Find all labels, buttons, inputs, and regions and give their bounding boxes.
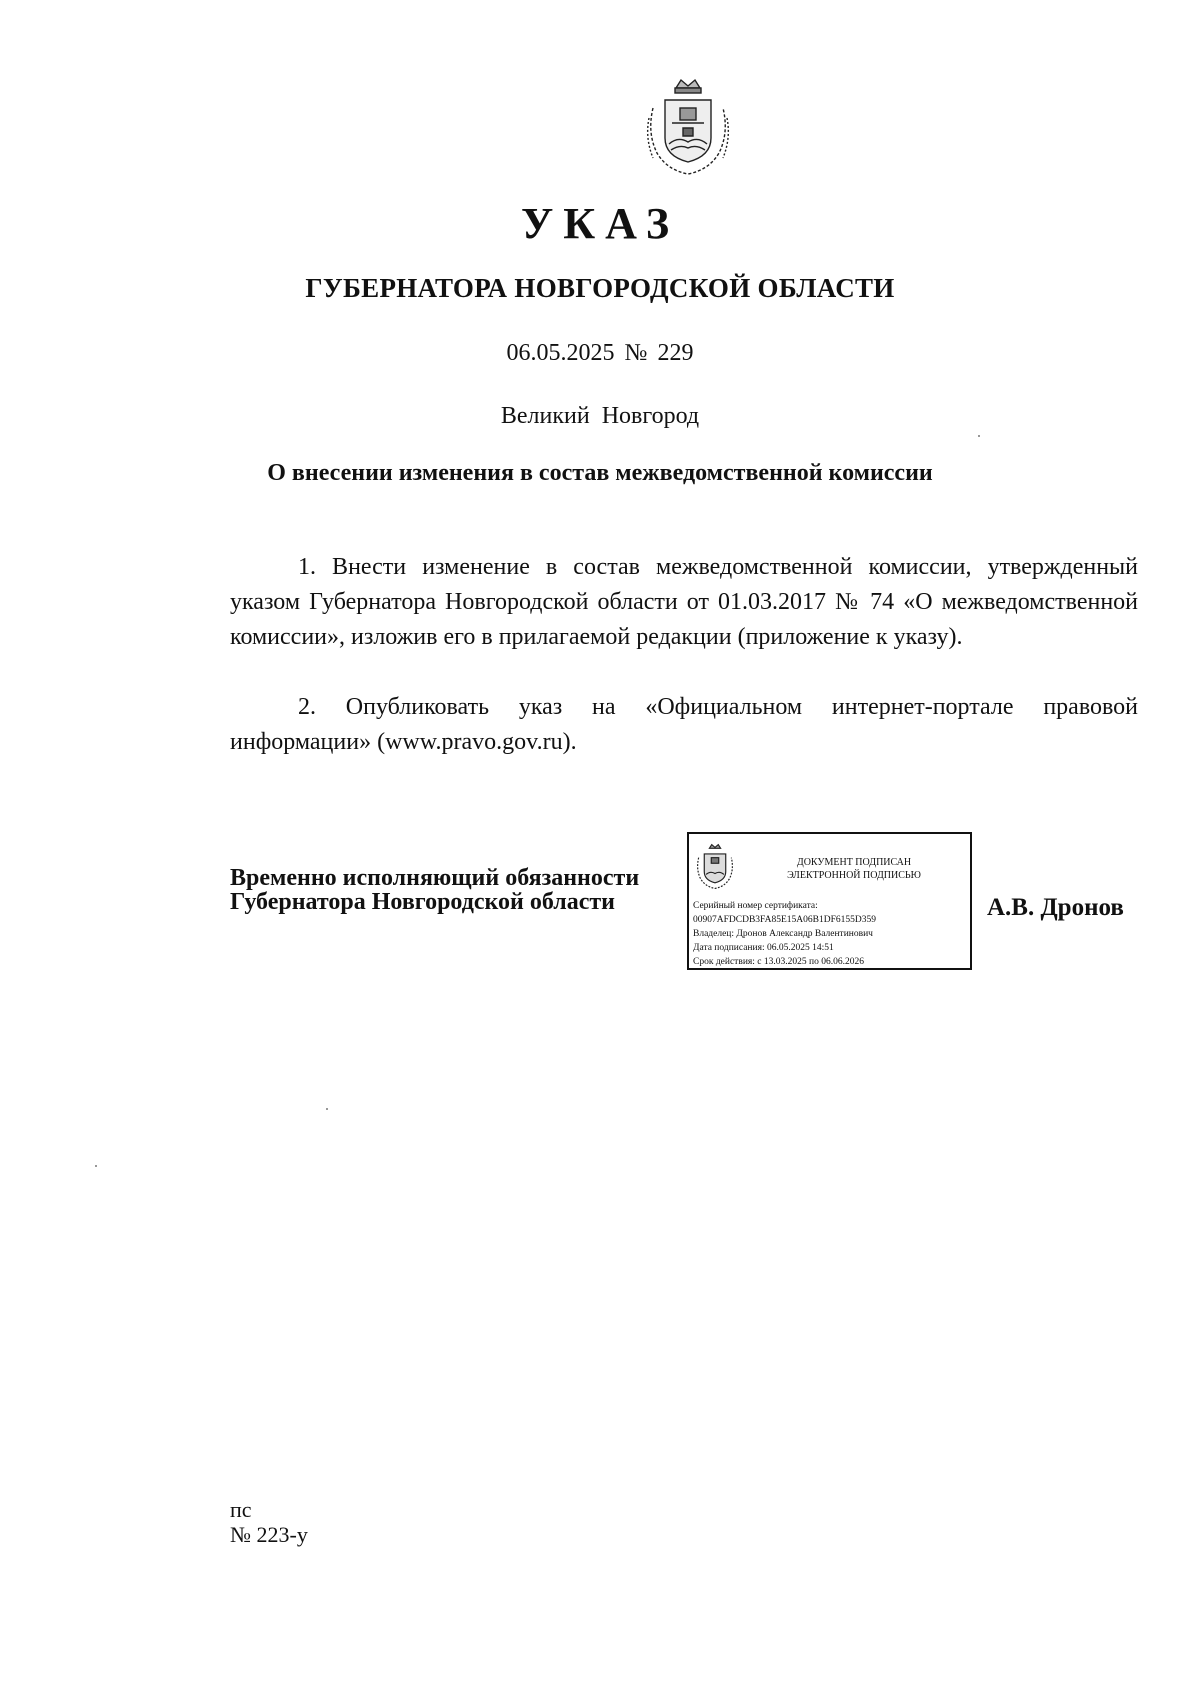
signer-name: А.В. Дронов bbox=[987, 894, 1124, 921]
stamp-details bbox=[693, 899, 876, 969]
stamp-header-line-2: ЭЛЕКТРОННОЙ ПОДПИСЬЮ bbox=[787, 870, 921, 881]
electronic-signature-stamp bbox=[687, 832, 972, 970]
paragraph-2: 2. Опубликовать указ на «Официальном интернет-портале правовой информации» (www.pravo.gov.ru). bbox=[230, 694, 1138, 755]
date-number: 06.05.2025 № 229 bbox=[506, 340, 694, 366]
footer-line-1: пс bbox=[230, 1497, 252, 1522]
document-subtitle: ГУБЕРНАТОРА НОВГОРОДСКОЙ ОБЛАСТИ bbox=[305, 273, 895, 303]
paragraph-1: 1. Внести изменение в состав межведомственной комиссии, утвержденный указом Губернатора Новгородской области от 01.03.2017 № 74 «О межведомственной комиссии», изложив его в прилагаемой редакции (приложение к указу). bbox=[230, 554, 1138, 650]
city: Великий Новгород bbox=[500, 403, 700, 429]
stamp-validity: Срок действия: с 13.03.2025 по 06.06.2026 bbox=[693, 957, 864, 967]
stamp-coat-of-arms-icon bbox=[694, 843, 736, 891]
document-heading: О внесении изменения в состав межведомственной комиссии bbox=[267, 460, 933, 486]
footer-note bbox=[230, 1497, 308, 1547]
coat-of-arms-icon bbox=[643, 78, 733, 178]
stamp-header-line-1: ДОКУМЕНТ ПОДПИСАН bbox=[796, 857, 912, 868]
signer-role bbox=[230, 866, 639, 914]
signer-role-line-2: Губернатора Новгородской области bbox=[230, 889, 616, 915]
stamp-owner: Владелец: Дронов Александр Валентинович bbox=[693, 929, 873, 939]
footer-line-2: № 223-у bbox=[230, 1522, 308, 1547]
stamp-header bbox=[739, 856, 969, 882]
stamp-serial-label: Серийный номер сертификата: bbox=[693, 901, 818, 911]
document-title: УКАЗ bbox=[520, 199, 680, 248]
stamp-serial: 00907AFDCDB3FA85E15A06B1DF6155D359 bbox=[693, 915, 876, 925]
signer-role-line-1: Временно исполняющий обязанности bbox=[230, 865, 640, 891]
scan-speck bbox=[978, 435, 980, 437]
scan-speck bbox=[326, 1108, 328, 1110]
scan-speck bbox=[95, 1165, 97, 1167]
stamp-signed-date: Дата подписания: 06.05.2025 14:51 bbox=[693, 943, 834, 953]
